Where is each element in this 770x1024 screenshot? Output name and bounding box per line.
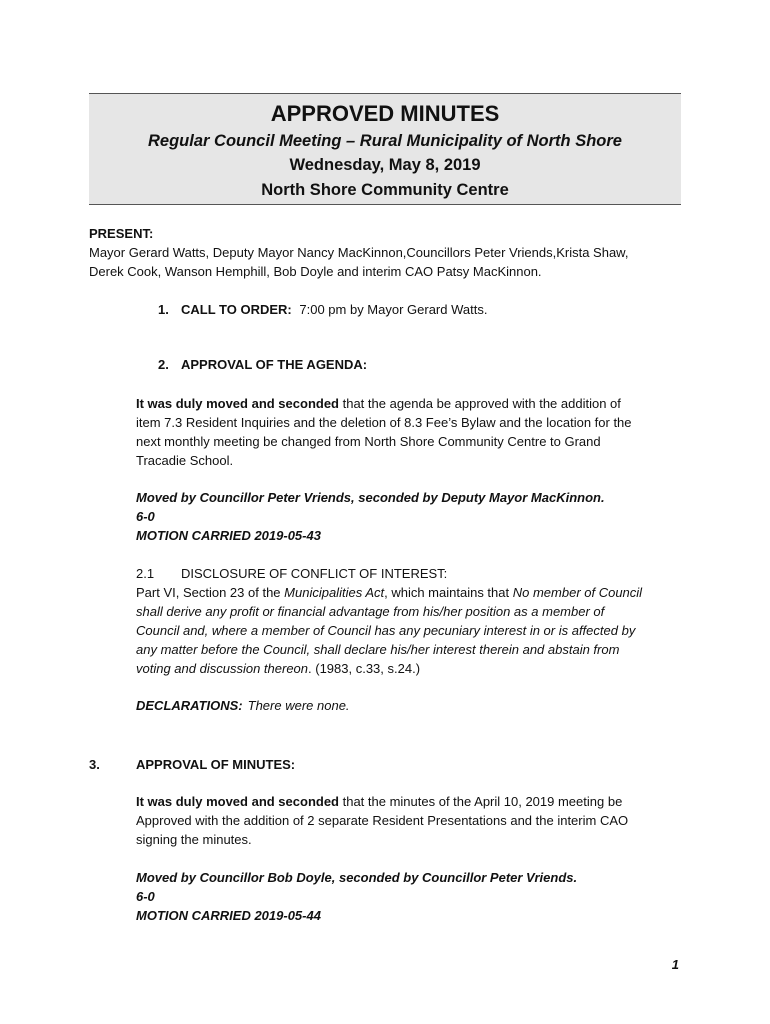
item3-vote: 6-0 bbox=[136, 889, 155, 904]
item2-motion-line-1 bbox=[136, 394, 621, 414]
page-number: 1 bbox=[671, 957, 679, 972]
item2-moved-rest: that the agenda be approved with the addition of bbox=[339, 396, 621, 411]
item21-heading: DISCLOSURE OF CONFLICT OF INTEREST: bbox=[181, 566, 448, 581]
meeting-subtitle: Regular Council Meeting – Rural Municipality of North Shore bbox=[148, 132, 622, 150]
item3-moved-by: Moved by Councillor Bob Doyle, seconded by Councillor Peter Vriends. bbox=[136, 870, 578, 885]
item3-number: 3. bbox=[89, 757, 100, 772]
item21-line-4: any matter before the Council, shall declare his/her interest therein and abstain from bbox=[136, 642, 620, 657]
act-name: Municipalities Act bbox=[284, 585, 385, 600]
item1-heading: CALL TO ORDER: bbox=[181, 302, 292, 317]
item21-line-3: Council and, where a member of Council has any pecuniary interest in or is affected by bbox=[136, 623, 636, 638]
declarations bbox=[136, 696, 350, 716]
item2-number: 2. bbox=[158, 357, 169, 372]
item1-number: 1. bbox=[158, 302, 169, 317]
item3-heading: APPROVAL OF MINUTES: bbox=[136, 757, 296, 772]
item2-vote: 6-0 bbox=[136, 509, 155, 524]
item21-l1-d: No member of Council bbox=[512, 585, 643, 600]
item2-moved-bold: It was duly moved and seconded bbox=[136, 396, 339, 411]
item3-carried: MOTION CARRIED 2019-05-44 bbox=[136, 908, 321, 923]
item21-line-1 bbox=[136, 583, 642, 603]
item2-moved-by: Moved by Councillor Peter Vriends, seconded by Deputy Mayor MacKinnon. bbox=[136, 490, 605, 505]
item21-l1-a: Part VI, Section 23 of the bbox=[136, 585, 285, 600]
item21-number: 2.1 bbox=[136, 566, 155, 581]
minutes-header bbox=[89, 93, 681, 205]
item3-motion-line-3: signing the minutes. bbox=[136, 832, 252, 847]
item21-l5-a: voting and discussion thereon bbox=[136, 661, 309, 676]
item21-line-2: shall derive any profit or financial advantage from his/her position as a member of bbox=[136, 604, 605, 619]
present-line-1: Mayor Gerard Watts, Deputy Mayor Nancy MacKinnon,Councillors Peter Vriends,Krista Shaw, bbox=[89, 245, 629, 260]
item2-carried: MOTION CARRIED 2019-05-43 bbox=[136, 528, 321, 543]
item1-text: 7:00 pm by Mayor Gerard Watts. bbox=[299, 302, 488, 317]
item2-motion-line-3: next monthly meeting be changed from North Shore Community Centre to Grand bbox=[136, 434, 601, 449]
item21-line-5 bbox=[136, 659, 420, 679]
declarations-text: There were none. bbox=[247, 698, 350, 713]
item3-moved-rest: that the minutes of the April 10, 2019 meeting be bbox=[339, 794, 623, 809]
present-line-2: Derek Cook, Wanson Hemphill, Bob Doyle and interim CAO Patsy MacKinnon. bbox=[89, 264, 542, 279]
document-title: APPROVED MINUTES bbox=[270, 101, 500, 126]
item2-heading: APPROVAL OF THE AGENDA: bbox=[181, 357, 368, 372]
item3-motion-line-1 bbox=[136, 792, 622, 812]
item1-line bbox=[181, 300, 487, 320]
citation: . (1983, c.33, s.24.) bbox=[308, 661, 421, 676]
item3-moved-bold: It was duly moved and seconded bbox=[136, 794, 339, 809]
item3-motion-line-2: Approved with the addition of 2 separate Resident Presentations and the interim CAO bbox=[136, 813, 629, 828]
meeting-location: North Shore Community Centre bbox=[261, 181, 509, 199]
present-heading: PRESENT: bbox=[89, 226, 154, 241]
item2-motion-line-4: Tracadie School. bbox=[136, 453, 234, 468]
item2-motion-line-2: item 7.3 Resident Inquiries and the deletion of 8.3 Fee’s Bylaw and the location for the bbox=[136, 415, 632, 430]
item21-l1-c: , which maintains that bbox=[384, 585, 513, 600]
meeting-date: Wednesday, May 8, 2019 bbox=[289, 156, 481, 174]
declarations-label: DECLARATIONS: bbox=[136, 698, 243, 713]
